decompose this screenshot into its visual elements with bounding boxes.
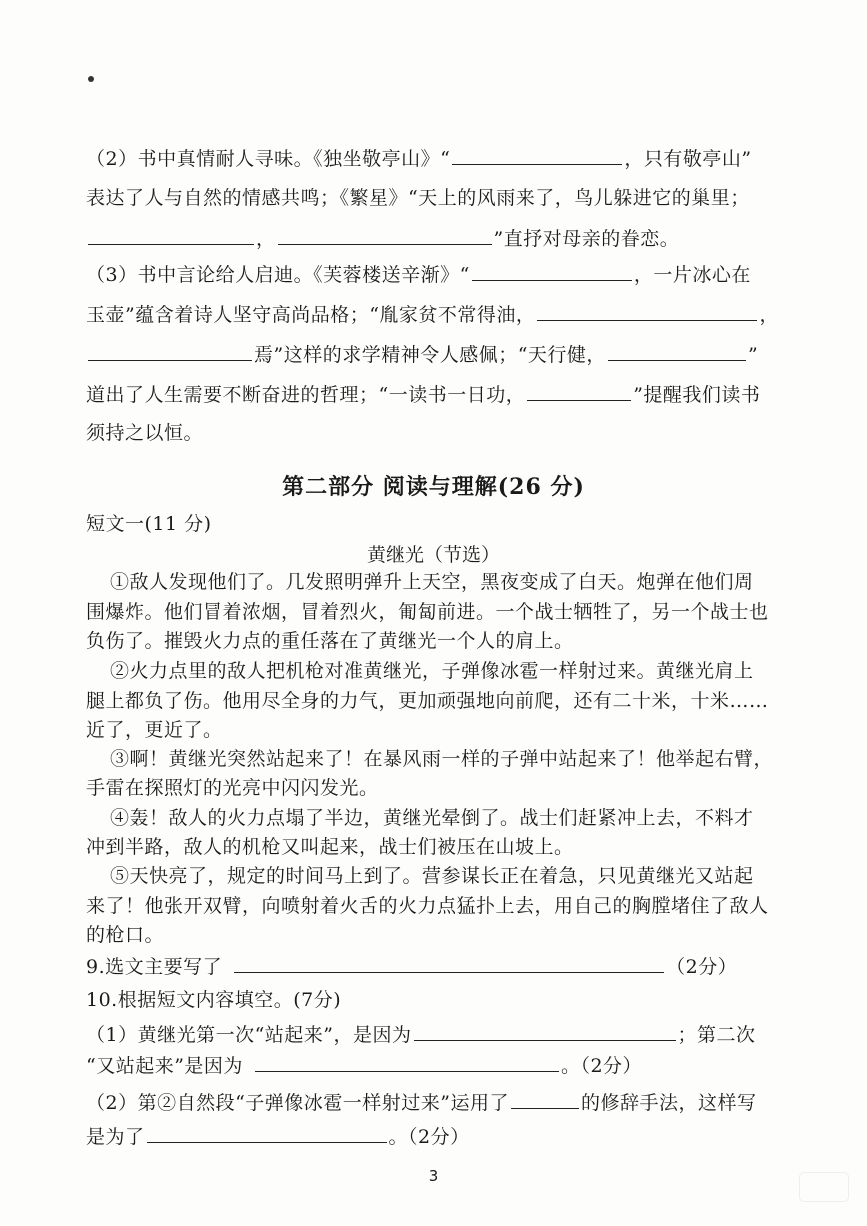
para2-line3: 近了，更近了。 xyxy=(86,719,223,741)
text: 道出了人生需要不断奋进的哲理；“一读书一日功， xyxy=(86,384,526,406)
q3-line3 xyxy=(86,342,786,367)
text: ， xyxy=(256,228,276,250)
text: 9.选文主要写了 xyxy=(86,956,223,978)
para2-line1: ②火力点里的敌人把机枪对准黄继光，子弹像冰雹一样射过来。黄继光肩上 xyxy=(110,660,754,682)
answer-blank[interactable] xyxy=(527,382,631,401)
para5-line3: 的枪口。 xyxy=(86,924,165,946)
q10-2-line2 xyxy=(86,1124,786,1149)
text: 的修辞手法，这样写 xyxy=(581,1092,757,1114)
answer-blank[interactable] xyxy=(414,1022,676,1041)
para1-line2: 围爆炸。他们冒着浓烟，冒着烈火，匍匐前进。一个战士牺牲了，另一个战士也 xyxy=(86,601,769,623)
text: （1）黄继光第一次“站起来”，是因为 xyxy=(86,1024,412,1046)
para5-line1: ⑤天快亮了，规定的时间马上到了。营参谋长正在着急，只见黄继光又站起 xyxy=(110,865,754,887)
text: 玉壶”蕴含着诗人坚守高尚品格；“胤家贫不常得油， xyxy=(86,304,536,326)
text: ” xyxy=(747,344,759,366)
answer-blank[interactable] xyxy=(511,1090,579,1109)
text: （2）书中真情耐人寻味。《独坐敬亭山》“ xyxy=(86,148,451,170)
text: ，只有敬亭山” xyxy=(624,148,752,170)
text: 焉”这样的求学精神令人感佩；“天行健， xyxy=(254,344,606,366)
answer-blank[interactable] xyxy=(255,1053,559,1072)
text: 。（2分） xyxy=(388,1126,470,1148)
answer-blank[interactable] xyxy=(234,954,664,973)
passage-title: 黄继光（节选） xyxy=(366,544,500,566)
ink-dot xyxy=(88,76,94,82)
page-number: 3 xyxy=(428,1167,439,1185)
q2-line1 xyxy=(86,146,786,171)
q2-line3 xyxy=(86,226,786,251)
answer-blank[interactable] xyxy=(147,1124,387,1143)
para1-line3: 负伤了。摧毁火力点的重任落在了黄继光一个人的肩上。 xyxy=(86,630,574,652)
text: “又站起来”是因为 xyxy=(86,1055,243,1077)
q3-line1 xyxy=(86,262,786,287)
q3-line4 xyxy=(86,382,786,407)
para4-line1: ④轰！敌人的火力点塌了半边，黄继光晕倒了。战士们赶紧冲上去，不料才 xyxy=(110,807,754,829)
passage-label: 短文一(11 分) xyxy=(86,513,212,535)
text: ；第二次 xyxy=(677,1024,756,1046)
text: ，一片冰心在 xyxy=(633,264,751,286)
text: ”提醒我们读书 xyxy=(633,384,761,406)
q10-1-line2 xyxy=(86,1053,786,1078)
q10-2-line1 xyxy=(86,1090,786,1115)
text: （2）第②自然段“子弹像冰雹一样射过来”运用了 xyxy=(86,1092,510,1114)
para2-line2: 腿上都负了伤。他用尽全身的力气，更加顽强地向前爬，还有二十米，十米…… xyxy=(86,690,769,712)
para3-line2: 手雷在探照灯的光亮中闪闪发光。 xyxy=(86,777,379,799)
text: （3）书中言论给人启迪。《芙蓉楼送辛渐》“ xyxy=(86,264,470,286)
text: ， xyxy=(759,304,779,326)
text: ”直抒对母亲的眷恋。 xyxy=(493,228,680,250)
answer-blank[interactable] xyxy=(452,146,622,165)
text: 。（2分） xyxy=(560,1055,643,1077)
answer-blank[interactable] xyxy=(537,302,757,321)
text: （2分） xyxy=(666,956,738,978)
answer-blank[interactable] xyxy=(278,226,492,245)
answer-blank[interactable] xyxy=(472,262,632,281)
para4-line2: 冲到半路，敌人的机枪又叫起来，战士们被压在山坡上。 xyxy=(86,836,574,858)
para1-line1: ①敌人发现他们了。几发照明弹升上天空，黑夜变成了白天。炮弹在他们周 xyxy=(110,571,754,593)
q10-title: 10.根据短文内容填空。(7分) xyxy=(86,989,342,1011)
q3-line2 xyxy=(86,302,786,327)
answer-blank[interactable] xyxy=(88,342,252,361)
answer-blank[interactable] xyxy=(608,342,746,361)
para5-line2: 来了！他张开双臂，向喷射着火舌的火力点猛扑上去，用自己的胸膛堵住了敌人 xyxy=(86,895,769,917)
watermark-logo xyxy=(799,1172,849,1202)
answer-blank[interactable] xyxy=(88,226,254,245)
q10-1-line1 xyxy=(86,1022,786,1047)
q3-line5: 须持之以恒。 xyxy=(86,422,204,444)
para3-line1: ③啊！黄继光突然站起来了！在暴风雨一样的子弹中站起来了！他举起右臂， xyxy=(110,748,774,770)
q9-line xyxy=(86,954,786,979)
q2-line2: 表达了人与自然的情感共鸣；《繁星》“天上的风雨来了，鸟儿躲进它的巢里； xyxy=(86,187,750,209)
section-title: 第二部分 阅读与理解(26 分) xyxy=(282,474,585,500)
text: 是为了 xyxy=(86,1126,145,1148)
